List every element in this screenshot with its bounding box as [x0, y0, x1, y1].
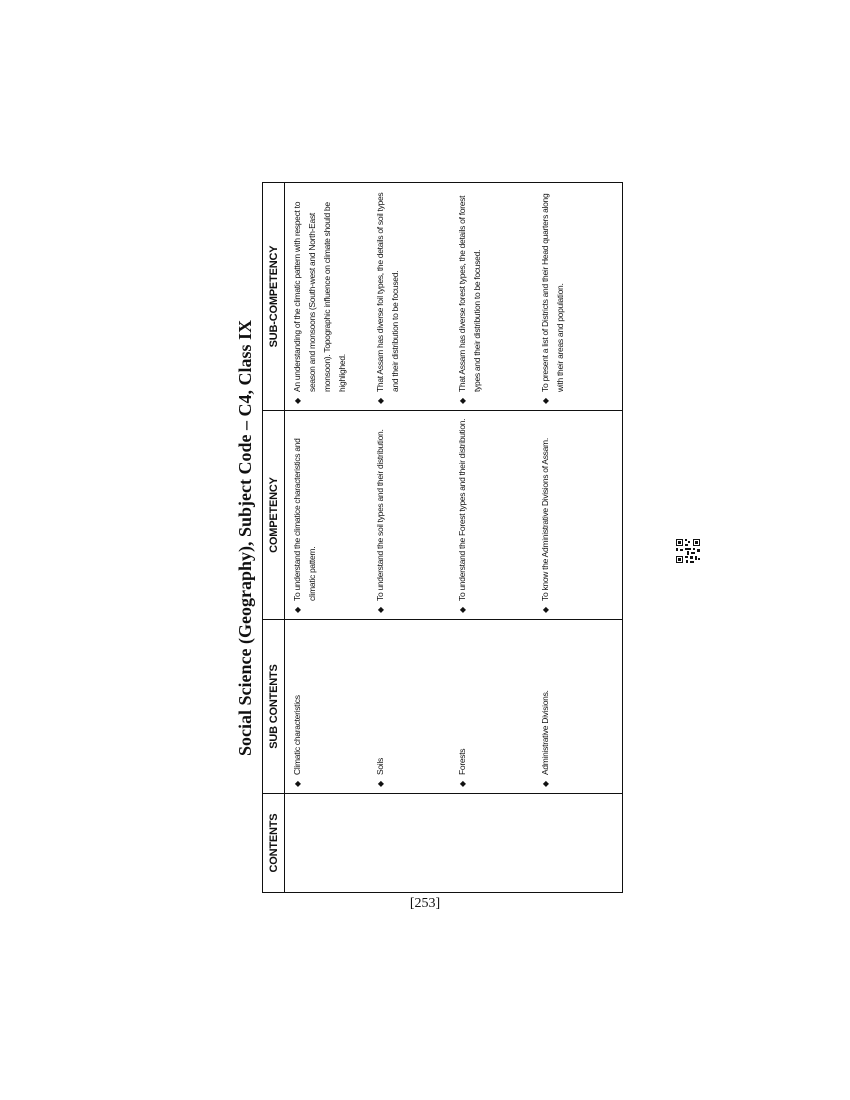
bullet-icon: ◆ — [376, 781, 385, 787]
competency-cell — [285, 411, 623, 620]
bullet-icon: ◆ — [293, 398, 302, 404]
sub-content-text: Soils — [375, 758, 385, 775]
sub-contents-cell — [285, 620, 623, 794]
header-sub-competency: SUB-COMPETENCY — [263, 183, 285, 411]
list-item — [455, 626, 470, 787]
sub-content-text: Climatic characteristics — [292, 695, 302, 775]
page-number: [253] — [409, 896, 441, 911]
list-item — [290, 189, 350, 404]
bullet-icon: ◆ — [541, 607, 550, 613]
list-item — [373, 189, 403, 404]
list-item — [455, 417, 470, 613]
contents-cell — [285, 794, 623, 893]
header-competency: COMPETENCY — [263, 411, 285, 620]
bullet-icon: ◆ — [458, 607, 467, 613]
qr-code-icon — [675, 538, 701, 564]
list-item — [290, 417, 320, 613]
page-title: Social Science (Geography), Subject Code – C4, Class IX — [235, 320, 255, 756]
header-contents: CONTENTS — [263, 794, 285, 893]
bullet-icon: ◆ — [376, 607, 385, 613]
bullet-icon: ◆ — [541, 398, 550, 404]
bullet-icon: ◆ — [541, 781, 550, 787]
sub-competency-text: An understanding of the climatic pattern with respect to season and monsoons (South-west and North-East monsoon). Topographic influence on climate should be highlighed. — [292, 201, 347, 392]
bullet-icon: ◆ — [293, 781, 302, 787]
list-item — [373, 417, 388, 613]
list-item — [455, 189, 485, 404]
table-body-row — [285, 183, 623, 893]
sub-content-text: Administrative Divisions. — [540, 690, 550, 775]
list-item — [538, 626, 553, 787]
sub-competency-cell — [285, 183, 623, 411]
curriculum-table — [262, 182, 623, 893]
list-item — [538, 189, 568, 404]
table-header-row — [263, 183, 285, 893]
rotated-page-content — [230, 183, 622, 893]
sub-competency-text: That Assam has diverse foil types, the details of soil types and their distribution to be focused. — [375, 192, 400, 392]
competency-text: To understand the climatice characteristics and climatic pattern. — [292, 438, 317, 601]
bullet-icon: ◆ — [458, 398, 467, 404]
bullet-icon: ◆ — [458, 781, 467, 787]
competency-text: To understand the soil types and their distribution. — [375, 429, 385, 601]
competency-text: To understand the Forest types and their distribution. — [457, 418, 467, 601]
sub-content-text: Forests — [457, 748, 467, 775]
competency-text: To know the Administrative Divisions of Assam. — [540, 438, 550, 601]
sub-competency-text: To present a list of Districts and their Head quarters along with their areas and population. — [540, 193, 565, 392]
header-sub-contents: SUB CONTENTS — [263, 620, 285, 794]
bullet-icon: ◆ — [293, 607, 302, 613]
bullet-icon: ◆ — [376, 398, 385, 404]
list-item — [290, 626, 305, 787]
list-item — [538, 417, 553, 613]
list-item — [373, 626, 388, 787]
sub-competency-text: That Assam has diverse forest types, the details of forest types and their distribution to be focused. — [457, 195, 482, 392]
